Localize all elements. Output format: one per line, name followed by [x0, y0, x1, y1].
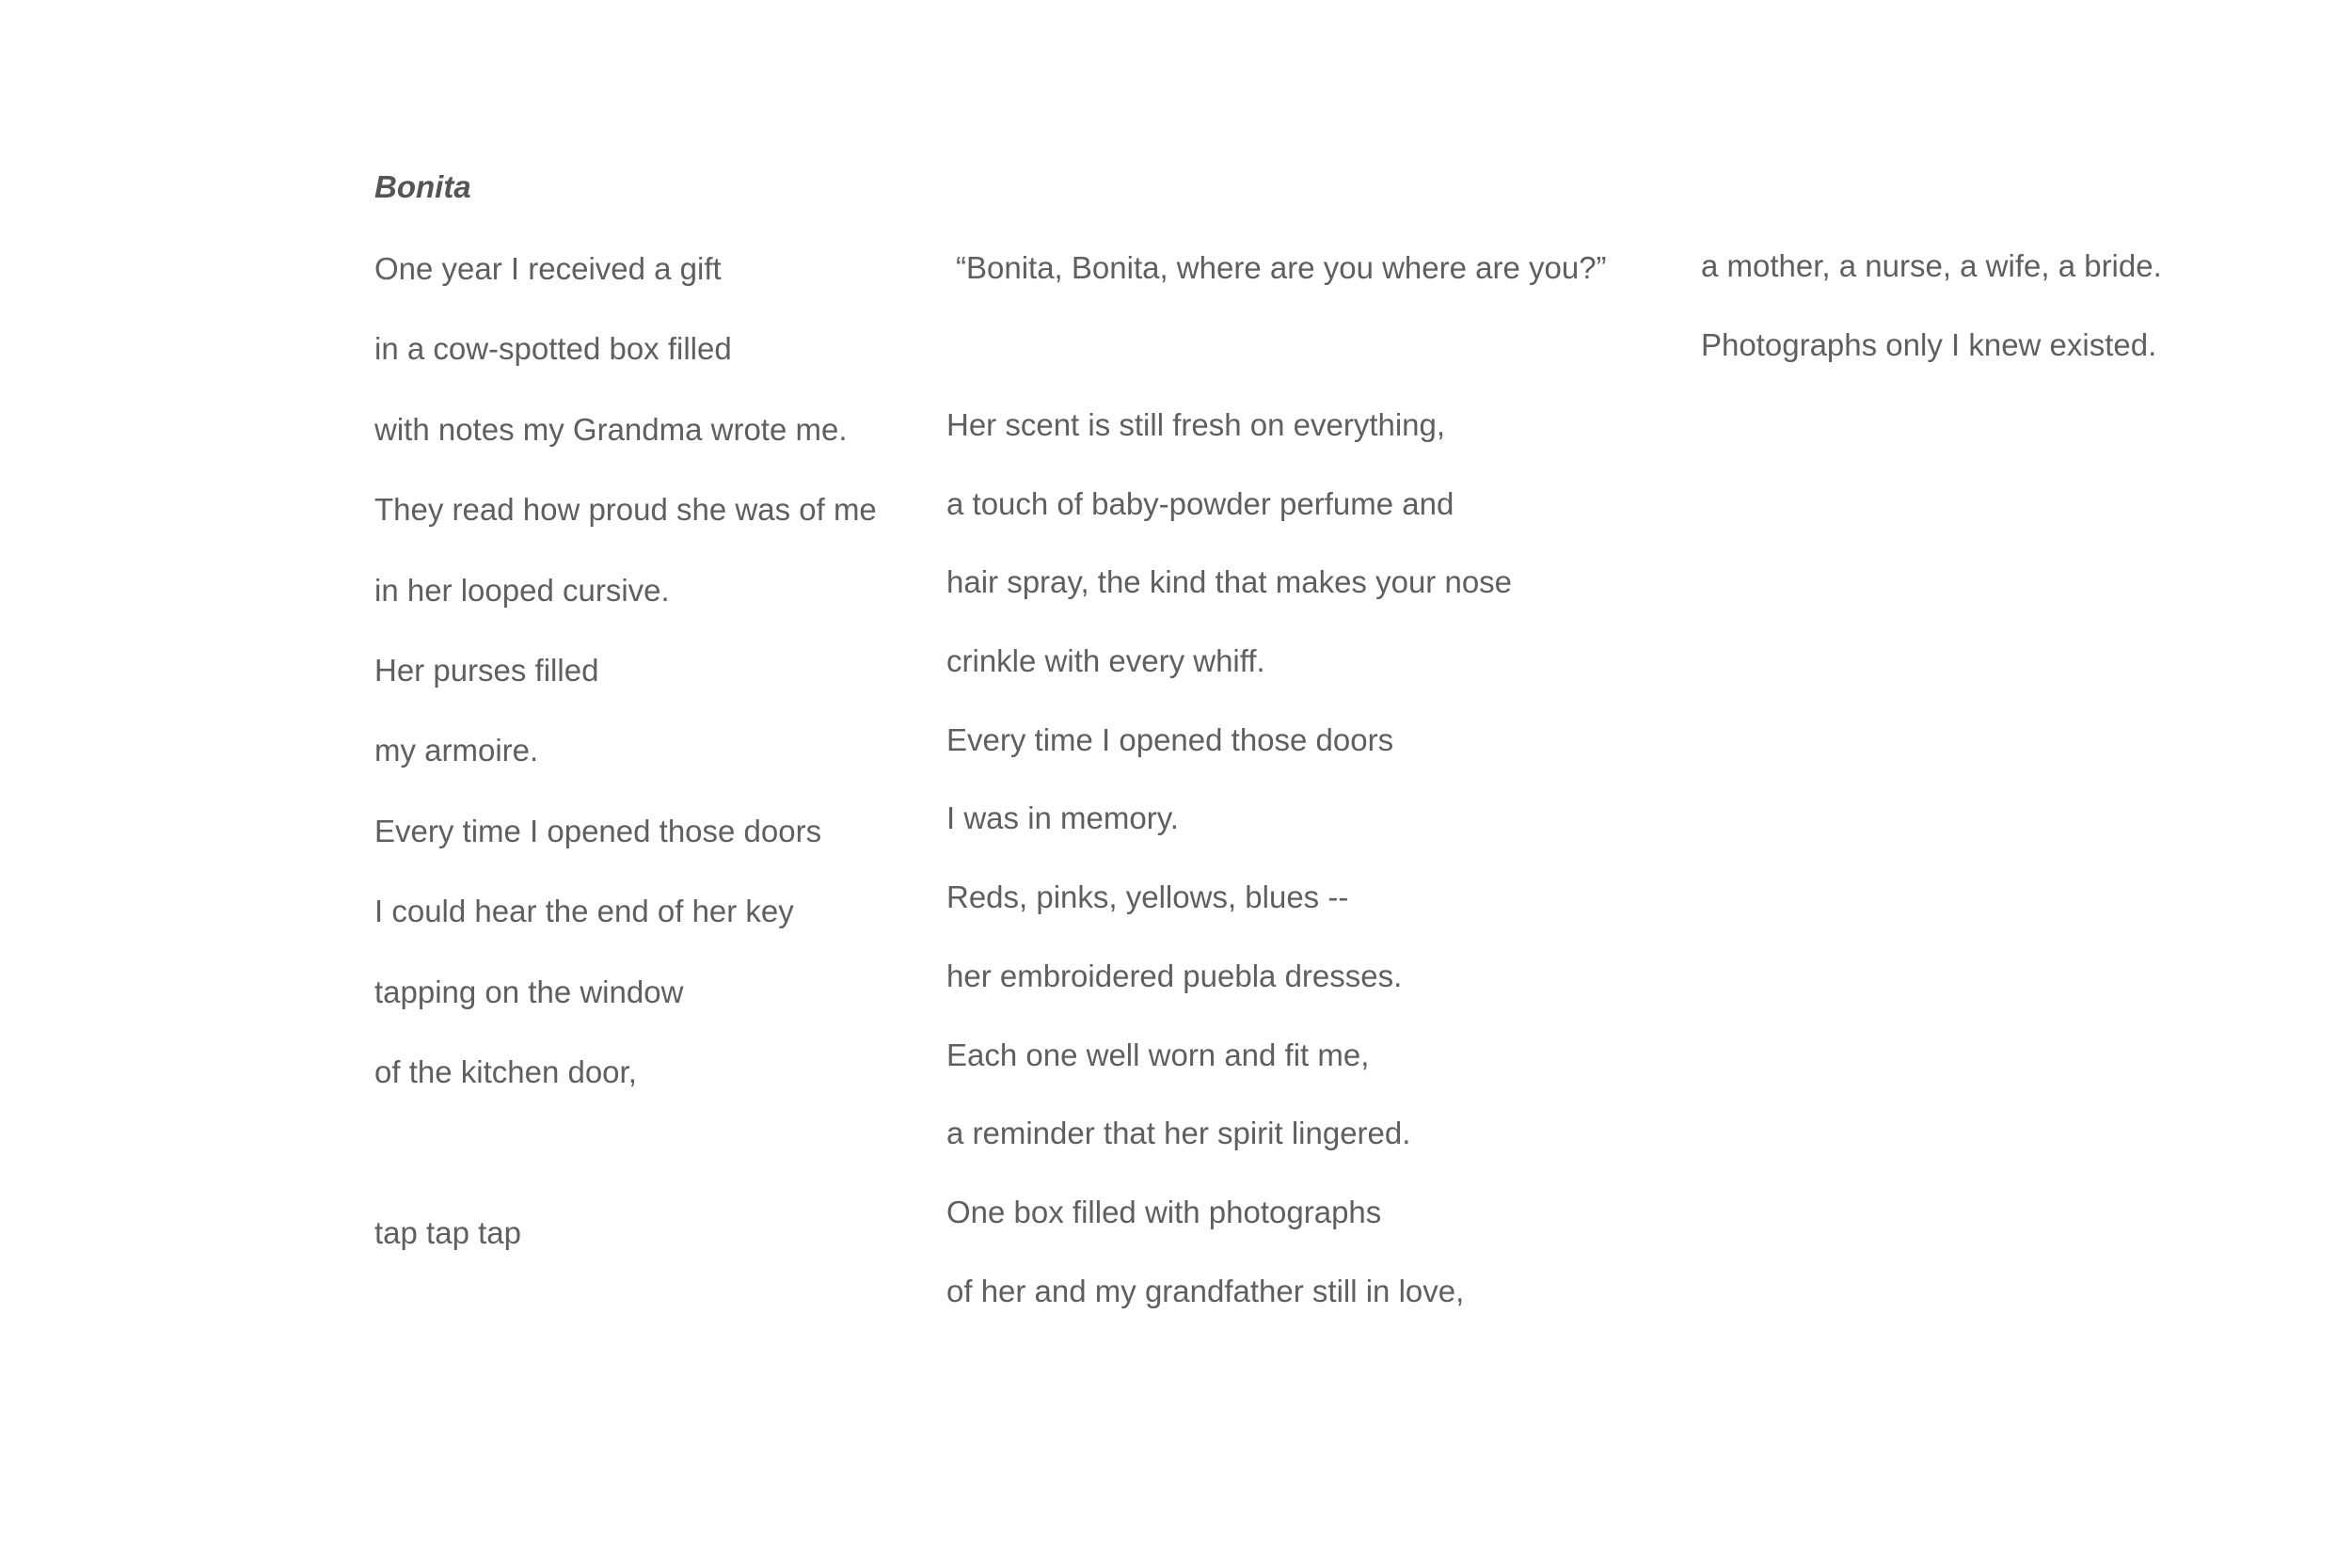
- poem-line: of her and my grandfather still in love,: [946, 1273, 1465, 1308]
- poem-title: Bonita: [374, 169, 471, 204]
- poem-line: “Bonita, Bonita, where are you where are you?”: [956, 250, 1607, 285]
- poem-line: Every time I opened those doors: [946, 721, 1394, 757]
- poem-line: Her scent is still fresh on everything,: [946, 407, 1446, 442]
- poem-line: Photographs only I knew existed.: [1701, 327, 2157, 362]
- poem-line: Every time I opened those doors: [374, 813, 822, 848]
- poem-line: Reds, pinks, yellows, blues --: [946, 879, 1349, 915]
- poem-column-2: [946, 249, 1607, 1351]
- poem-line: tap tap tap: [374, 1214, 521, 1250]
- poem-column-1: [374, 250, 877, 1294]
- poem-line: her embroidered puebla dresses.: [946, 958, 1403, 993]
- poem-line: my armoire.: [374, 733, 539, 768]
- poem-line: hair spray, the kind that makes your nose: [946, 564, 1513, 600]
- poem-line: a touch of baby-powder perfume and: [946, 485, 1454, 521]
- poem-line: One year I received a gift: [374, 251, 722, 286]
- poem-line: crinkle with every whiff.: [946, 643, 1265, 679]
- poem-column-3: [1701, 247, 2162, 405]
- poem-line: They read how proud she was of me: [374, 492, 877, 528]
- poem-line: a mother, a nurse, a wife, a bride.: [1701, 248, 2162, 283]
- poem-line: One box filled with photographs: [946, 1194, 1382, 1229]
- poem-line: a reminder that her spirit lingered.: [946, 1116, 1411, 1151]
- poem-line: in her looped cursive.: [374, 572, 670, 608]
- poem-line: of the kitchen door,: [374, 1053, 637, 1089]
- poem-line: I was in memory.: [946, 800, 1179, 836]
- poem-line: Each one well worn and fit me,: [946, 1037, 1370, 1072]
- poem-line: tapping on the window: [374, 974, 684, 1009]
- poem-line: with notes my Grandma wrote me.: [374, 411, 848, 447]
- poem-line: in a cow-spotted box filled: [374, 331, 732, 367]
- poem-line: Her purses filled: [374, 652, 599, 688]
- poem-line: I could hear the end of her key: [374, 894, 794, 929]
